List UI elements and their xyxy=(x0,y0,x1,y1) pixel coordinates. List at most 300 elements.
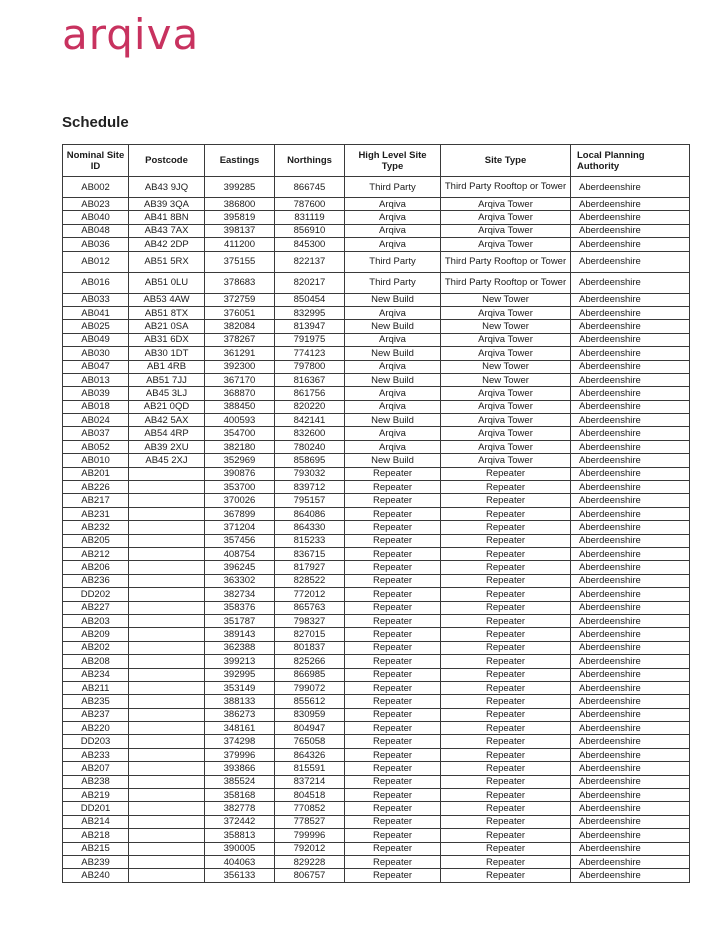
cell-northings: 831119 xyxy=(275,211,345,224)
table-row xyxy=(63,320,690,333)
column-header-eastings: Eastings xyxy=(205,145,275,177)
cell-site-id: AB240 xyxy=(63,869,129,882)
cell-planning-authority: Aberdeenshire xyxy=(571,775,690,788)
column-header-northings: Northings xyxy=(275,145,345,177)
cell-eastings: 371204 xyxy=(205,521,275,534)
table-row xyxy=(63,440,690,453)
cell-high-level-type: Arqiva xyxy=(345,211,441,224)
cell-site-type: Repeater xyxy=(441,762,571,775)
cell-site-id: AB018 xyxy=(63,400,129,413)
cell-site-id: AB227 xyxy=(63,601,129,614)
cell-site-type: Repeater xyxy=(441,628,571,641)
cell-planning-authority: Aberdeenshire xyxy=(571,628,690,641)
cell-planning-authority: Aberdeenshire xyxy=(571,681,690,694)
cell-planning-authority: Aberdeenshire xyxy=(571,387,690,400)
cell-northings: 839712 xyxy=(275,481,345,494)
cell-site-id: AB023 xyxy=(63,198,129,211)
table-row xyxy=(63,454,690,467)
cell-postcode xyxy=(129,614,205,627)
cell-eastings: 400593 xyxy=(205,414,275,427)
cell-northings: 856910 xyxy=(275,224,345,237)
cell-northings: 792012 xyxy=(275,842,345,855)
cell-site-id: AB234 xyxy=(63,668,129,681)
cell-eastings: 389143 xyxy=(205,628,275,641)
cell-planning-authority: Aberdeenshire xyxy=(571,373,690,386)
cell-postcode: AB42 2DP xyxy=(129,238,205,251)
table-row xyxy=(63,722,690,735)
cell-postcode xyxy=(129,547,205,560)
cell-eastings: 392995 xyxy=(205,668,275,681)
cell-postcode xyxy=(129,601,205,614)
cell-eastings: 396245 xyxy=(205,561,275,574)
cell-site-type: Repeater xyxy=(441,561,571,574)
cell-planning-authority: Aberdeenshire xyxy=(571,507,690,520)
cell-postcode xyxy=(129,735,205,748)
table-row xyxy=(63,238,690,251)
table-row xyxy=(63,400,690,413)
cell-high-level-type: Repeater xyxy=(345,748,441,761)
table-row xyxy=(63,641,690,654)
cell-northings: 827015 xyxy=(275,628,345,641)
cell-high-level-type: Repeater xyxy=(345,467,441,480)
cell-planning-authority: Aberdeenshire xyxy=(571,869,690,882)
cell-postcode xyxy=(129,494,205,507)
cell-postcode xyxy=(129,641,205,654)
cell-postcode xyxy=(129,467,205,480)
cell-eastings: 385524 xyxy=(205,775,275,788)
cell-eastings: 408754 xyxy=(205,547,275,560)
cell-high-level-type: Repeater xyxy=(345,775,441,788)
cell-northings: 799072 xyxy=(275,681,345,694)
cell-planning-authority: Aberdeenshire xyxy=(571,347,690,360)
table-row xyxy=(63,775,690,788)
cell-eastings: 367899 xyxy=(205,507,275,520)
cell-high-level-type: Repeater xyxy=(345,507,441,520)
cell-site-type: Repeater xyxy=(441,775,571,788)
cell-site-id: AB037 xyxy=(63,427,129,440)
cell-site-id: AB202 xyxy=(63,641,129,654)
cell-northings: 828522 xyxy=(275,574,345,587)
cell-high-level-type: Repeater xyxy=(345,695,441,708)
cell-site-id: AB212 xyxy=(63,547,129,560)
cell-high-level-type: Repeater xyxy=(345,762,441,775)
table-row xyxy=(63,534,690,547)
cell-high-level-type: Repeater xyxy=(345,815,441,828)
cell-eastings: 382734 xyxy=(205,588,275,601)
cell-high-level-type: Arqiva xyxy=(345,387,441,400)
cell-planning-authority: Aberdeenshire xyxy=(571,494,690,507)
cell-high-level-type: Repeater xyxy=(345,735,441,748)
cell-planning-authority: Aberdeenshire xyxy=(571,198,690,211)
cell-site-type: Arqiva Tower xyxy=(441,440,571,453)
cell-site-type: Arqiva Tower xyxy=(441,347,571,360)
cell-planning-authority: Aberdeenshire xyxy=(571,440,690,453)
table-row xyxy=(63,507,690,520)
cell-northings: 825266 xyxy=(275,655,345,668)
cell-planning-authority: Aberdeenshire xyxy=(571,802,690,815)
cell-postcode: AB51 8TX xyxy=(129,306,205,319)
cell-site-type: Arqiva Tower xyxy=(441,454,571,467)
cell-eastings: 399213 xyxy=(205,655,275,668)
cell-planning-authority: Aberdeenshire xyxy=(571,224,690,237)
table-row xyxy=(63,224,690,237)
cell-site-type: Repeater xyxy=(441,507,571,520)
table-row xyxy=(63,668,690,681)
table-row xyxy=(63,762,690,775)
cell-eastings: 386800 xyxy=(205,198,275,211)
cell-site-id: AB033 xyxy=(63,293,129,306)
cell-high-level-type: Arqiva xyxy=(345,400,441,413)
cell-planning-authority: Aberdeenshire xyxy=(571,360,690,373)
cell-site-type: Repeater xyxy=(441,601,571,614)
table-row xyxy=(63,293,690,306)
cell-eastings: 390876 xyxy=(205,467,275,480)
cell-site-id: DD203 xyxy=(63,735,129,748)
cell-northings: 801837 xyxy=(275,641,345,654)
cell-postcode: AB54 4RP xyxy=(129,427,205,440)
cell-planning-authority: Aberdeenshire xyxy=(571,574,690,587)
arqiva-logo: arqiva xyxy=(62,10,200,59)
cell-postcode xyxy=(129,855,205,868)
cell-site-id: AB048 xyxy=(63,224,129,237)
cell-postcode xyxy=(129,534,205,547)
cell-high-level-type: Third Party xyxy=(345,251,441,272)
cell-site-id: AB237 xyxy=(63,708,129,721)
cell-postcode xyxy=(129,842,205,855)
cell-site-id: AB040 xyxy=(63,211,129,224)
cell-site-id: AB220 xyxy=(63,722,129,735)
cell-planning-authority: Aberdeenshire xyxy=(571,547,690,560)
table-row xyxy=(63,802,690,815)
cell-northings: 817927 xyxy=(275,561,345,574)
table-row xyxy=(63,789,690,802)
cell-eastings: 404063 xyxy=(205,855,275,868)
cell-eastings: 388133 xyxy=(205,695,275,708)
cell-high-level-type: Repeater xyxy=(345,722,441,735)
cell-northings: 806757 xyxy=(275,869,345,882)
cell-postcode xyxy=(129,588,205,601)
cell-planning-authority: Aberdeenshire xyxy=(571,708,690,721)
cell-northings: 845300 xyxy=(275,238,345,251)
cell-high-level-type: Third Party xyxy=(345,177,441,198)
cell-high-level-type: Repeater xyxy=(345,521,441,534)
cell-site-id: AB231 xyxy=(63,507,129,520)
table-row xyxy=(63,588,690,601)
cell-planning-authority: Aberdeenshire xyxy=(571,829,690,842)
cell-high-level-type: New Build xyxy=(345,293,441,306)
cell-high-level-type: Repeater xyxy=(345,708,441,721)
table-row xyxy=(63,574,690,587)
table-row xyxy=(63,494,690,507)
cell-site-id: AB205 xyxy=(63,534,129,547)
cell-site-type: Repeater xyxy=(441,481,571,494)
cell-postcode xyxy=(129,668,205,681)
cell-site-type: Repeater xyxy=(441,655,571,668)
table-body xyxy=(63,177,690,883)
cell-eastings: 393866 xyxy=(205,762,275,775)
cell-planning-authority: Aberdeenshire xyxy=(571,481,690,494)
cell-postcode: AB51 0LU xyxy=(129,272,205,293)
cell-high-level-type: Arqiva xyxy=(345,360,441,373)
cell-high-level-type: Repeater xyxy=(345,789,441,802)
cell-site-type: Repeater xyxy=(441,708,571,721)
table-header-row xyxy=(63,145,690,177)
cell-planning-authority: Aberdeenshire xyxy=(571,748,690,761)
cell-site-id: AB010 xyxy=(63,454,129,467)
cell-postcode: AB43 7AX xyxy=(129,224,205,237)
cell-northings: 797800 xyxy=(275,360,345,373)
cell-eastings: 386273 xyxy=(205,708,275,721)
cell-planning-authority: Aberdeenshire xyxy=(571,815,690,828)
cell-planning-authority: Aberdeenshire xyxy=(571,414,690,427)
cell-northings: 816367 xyxy=(275,373,345,386)
table-row xyxy=(63,842,690,855)
cell-high-level-type: Repeater xyxy=(345,802,441,815)
cell-planning-authority: Aberdeenshire xyxy=(571,467,690,480)
cell-postcode: AB21 0QD xyxy=(129,400,205,413)
cell-eastings: 390005 xyxy=(205,842,275,855)
cell-high-level-type: New Build xyxy=(345,414,441,427)
cell-site-id: AB206 xyxy=(63,561,129,574)
cell-northings: 820220 xyxy=(275,400,345,413)
cell-site-id: AB238 xyxy=(63,775,129,788)
column-header-high-level-site-type: High Level Site Type xyxy=(345,145,441,177)
cell-postcode xyxy=(129,481,205,494)
cell-site-id: AB024 xyxy=(63,414,129,427)
cell-planning-authority: Aberdeenshire xyxy=(571,400,690,413)
cell-site-id: AB052 xyxy=(63,440,129,453)
cell-site-type: New Tower xyxy=(441,293,571,306)
cell-eastings: 351787 xyxy=(205,614,275,627)
table-row xyxy=(63,655,690,668)
page-title: Schedule xyxy=(62,114,129,131)
cell-site-id: AB208 xyxy=(63,655,129,668)
cell-planning-authority: Aberdeenshire xyxy=(571,641,690,654)
cell-northings: 866985 xyxy=(275,668,345,681)
cell-eastings: 392300 xyxy=(205,360,275,373)
table-row xyxy=(63,521,690,534)
cell-high-level-type: Repeater xyxy=(345,829,441,842)
cell-high-level-type: New Build xyxy=(345,320,441,333)
cell-eastings: 356133 xyxy=(205,869,275,882)
table-row xyxy=(63,387,690,400)
cell-northings: 795157 xyxy=(275,494,345,507)
cell-high-level-type: Repeater xyxy=(345,547,441,560)
cell-northings: 765058 xyxy=(275,735,345,748)
cell-planning-authority: Aberdeenshire xyxy=(571,333,690,346)
table-row xyxy=(63,695,690,708)
cell-site-id: DD201 xyxy=(63,802,129,815)
cell-postcode xyxy=(129,789,205,802)
cell-site-type: Repeater xyxy=(441,855,571,868)
cell-site-id: AB236 xyxy=(63,574,129,587)
cell-site-type: Repeater xyxy=(441,588,571,601)
cell-high-level-type: Repeater xyxy=(345,481,441,494)
cell-postcode: AB53 4AW xyxy=(129,293,205,306)
cell-northings: 865763 xyxy=(275,601,345,614)
cell-high-level-type: Arqiva xyxy=(345,238,441,251)
cell-high-level-type: Repeater xyxy=(345,588,441,601)
cell-high-level-type: Repeater xyxy=(345,641,441,654)
column-header-site-type: Site Type xyxy=(441,145,571,177)
cell-planning-authority: Aberdeenshire xyxy=(571,762,690,775)
cell-high-level-type: Repeater xyxy=(345,601,441,614)
cell-site-id: AB002 xyxy=(63,177,129,198)
cell-postcode xyxy=(129,722,205,735)
cell-site-id: DD202 xyxy=(63,588,129,601)
cell-planning-authority: Aberdeenshire xyxy=(571,272,690,293)
column-header-postcode: Postcode xyxy=(129,145,205,177)
cell-eastings: 354700 xyxy=(205,427,275,440)
cell-site-type: Repeater xyxy=(441,614,571,627)
cell-postcode: AB1 4RB xyxy=(129,360,205,373)
cell-eastings: 399285 xyxy=(205,177,275,198)
cell-planning-authority: Aberdeenshire xyxy=(571,534,690,547)
cell-site-id: AB039 xyxy=(63,387,129,400)
table-row xyxy=(63,467,690,480)
cell-postcode: AB45 2XJ xyxy=(129,454,205,467)
table-row xyxy=(63,748,690,761)
cell-eastings: 362388 xyxy=(205,641,275,654)
cell-eastings: 361291 xyxy=(205,347,275,360)
cell-northings: 772012 xyxy=(275,588,345,601)
cell-site-type: Arqiva Tower xyxy=(441,414,571,427)
cell-site-type: Arqiva Tower xyxy=(441,427,571,440)
cell-northings: 850454 xyxy=(275,293,345,306)
cell-site-type: Arqiva Tower xyxy=(441,400,571,413)
table-row xyxy=(63,815,690,828)
table-row xyxy=(63,414,690,427)
table-row xyxy=(63,735,690,748)
cell-postcode xyxy=(129,507,205,520)
cell-northings: 804947 xyxy=(275,722,345,735)
table-row xyxy=(63,427,690,440)
cell-northings: 861756 xyxy=(275,387,345,400)
cell-eastings: 367170 xyxy=(205,373,275,386)
cell-eastings: 358813 xyxy=(205,829,275,842)
cell-postcode: AB51 7JJ xyxy=(129,373,205,386)
cell-postcode xyxy=(129,695,205,708)
cell-northings: 837214 xyxy=(275,775,345,788)
cell-site-type: Repeater xyxy=(441,574,571,587)
cell-postcode: AB39 3QA xyxy=(129,198,205,211)
cell-site-id: AB012 xyxy=(63,251,129,272)
cell-site-type: Arqiva Tower xyxy=(441,333,571,346)
cell-postcode xyxy=(129,748,205,761)
cell-site-id: AB215 xyxy=(63,842,129,855)
cell-northings: 855612 xyxy=(275,695,345,708)
cell-site-id: AB201 xyxy=(63,467,129,480)
cell-eastings: 374298 xyxy=(205,735,275,748)
cell-northings: 836715 xyxy=(275,547,345,560)
cell-site-id: AB036 xyxy=(63,238,129,251)
cell-site-type: Arqiva Tower xyxy=(441,306,571,319)
cell-postcode xyxy=(129,681,205,694)
table-row xyxy=(63,198,690,211)
table-row xyxy=(63,373,690,386)
cell-site-id: AB211 xyxy=(63,681,129,694)
cell-planning-authority: Aberdeenshire xyxy=(571,320,690,333)
cell-planning-authority: Aberdeenshire xyxy=(571,668,690,681)
table-row xyxy=(63,681,690,694)
table-row xyxy=(63,855,690,868)
cell-postcode xyxy=(129,802,205,815)
table-row xyxy=(63,306,690,319)
cell-northings: 798327 xyxy=(275,614,345,627)
cell-site-type: Repeater xyxy=(441,695,571,708)
cell-northings: 774123 xyxy=(275,347,345,360)
cell-site-id: AB226 xyxy=(63,481,129,494)
cell-high-level-type: Repeater xyxy=(345,574,441,587)
cell-site-type: Repeater xyxy=(441,869,571,882)
cell-northings: 864330 xyxy=(275,521,345,534)
cell-postcode xyxy=(129,574,205,587)
cell-high-level-type: New Build xyxy=(345,454,441,467)
cell-site-type: Repeater xyxy=(441,815,571,828)
cell-planning-authority: Aberdeenshire xyxy=(571,655,690,668)
cell-site-id: AB030 xyxy=(63,347,129,360)
cell-site-type: Repeater xyxy=(441,668,571,681)
cell-planning-authority: Aberdeenshire xyxy=(571,588,690,601)
cell-site-id: AB233 xyxy=(63,748,129,761)
cell-postcode xyxy=(129,561,205,574)
cell-high-level-type: Repeater xyxy=(345,534,441,547)
cell-site-type: Repeater xyxy=(441,829,571,842)
cell-site-id: AB232 xyxy=(63,521,129,534)
cell-site-id: AB218 xyxy=(63,829,129,842)
cell-site-id: AB025 xyxy=(63,320,129,333)
cell-northings: 829228 xyxy=(275,855,345,868)
cell-postcode: AB51 5RX xyxy=(129,251,205,272)
cell-northings: 864086 xyxy=(275,507,345,520)
table-row xyxy=(63,272,690,293)
cell-eastings: 372759 xyxy=(205,293,275,306)
cell-site-id: AB047 xyxy=(63,360,129,373)
cell-eastings: 376051 xyxy=(205,306,275,319)
cell-high-level-type: Repeater xyxy=(345,655,441,668)
cell-site-type: Arqiva Tower xyxy=(441,211,571,224)
cell-northings: 858695 xyxy=(275,454,345,467)
cell-eastings: 382778 xyxy=(205,802,275,815)
cell-site-id: AB217 xyxy=(63,494,129,507)
cell-high-level-type: New Build xyxy=(345,347,441,360)
cell-eastings: 353700 xyxy=(205,481,275,494)
cell-high-level-type: New Build xyxy=(345,373,441,386)
cell-northings: 804518 xyxy=(275,789,345,802)
cell-planning-authority: Aberdeenshire xyxy=(571,521,690,534)
cell-planning-authority: Aberdeenshire xyxy=(571,306,690,319)
table-row xyxy=(63,547,690,560)
cell-high-level-type: Repeater xyxy=(345,681,441,694)
cell-northings: 813947 xyxy=(275,320,345,333)
table-row xyxy=(63,481,690,494)
cell-northings: 832995 xyxy=(275,306,345,319)
cell-planning-authority: Aberdeenshire xyxy=(571,211,690,224)
cell-site-type: Repeater xyxy=(441,842,571,855)
cell-eastings: 370026 xyxy=(205,494,275,507)
cell-site-type: Repeater xyxy=(441,735,571,748)
cell-site-type: Repeater xyxy=(441,681,571,694)
cell-postcode xyxy=(129,628,205,641)
cell-site-type: Repeater xyxy=(441,722,571,735)
cell-site-id: AB235 xyxy=(63,695,129,708)
cell-planning-authority: Aberdeenshire xyxy=(571,722,690,735)
cell-site-type: Repeater xyxy=(441,802,571,815)
cell-postcode xyxy=(129,869,205,882)
cell-northings: 815233 xyxy=(275,534,345,547)
cell-postcode xyxy=(129,829,205,842)
cell-site-id: AB214 xyxy=(63,815,129,828)
